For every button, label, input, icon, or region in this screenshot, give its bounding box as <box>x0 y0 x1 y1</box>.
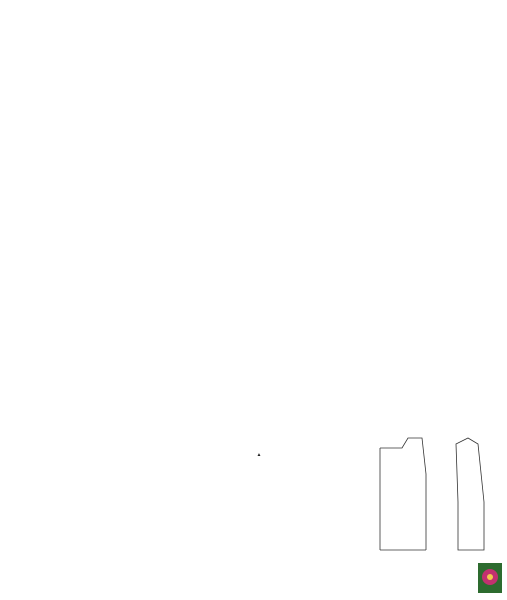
flower-logo-icon <box>478 563 502 593</box>
stitch-key <box>14 422 344 423</box>
garment-schematic <box>372 432 502 562</box>
center-label: ▲ <box>256 452 262 458</box>
